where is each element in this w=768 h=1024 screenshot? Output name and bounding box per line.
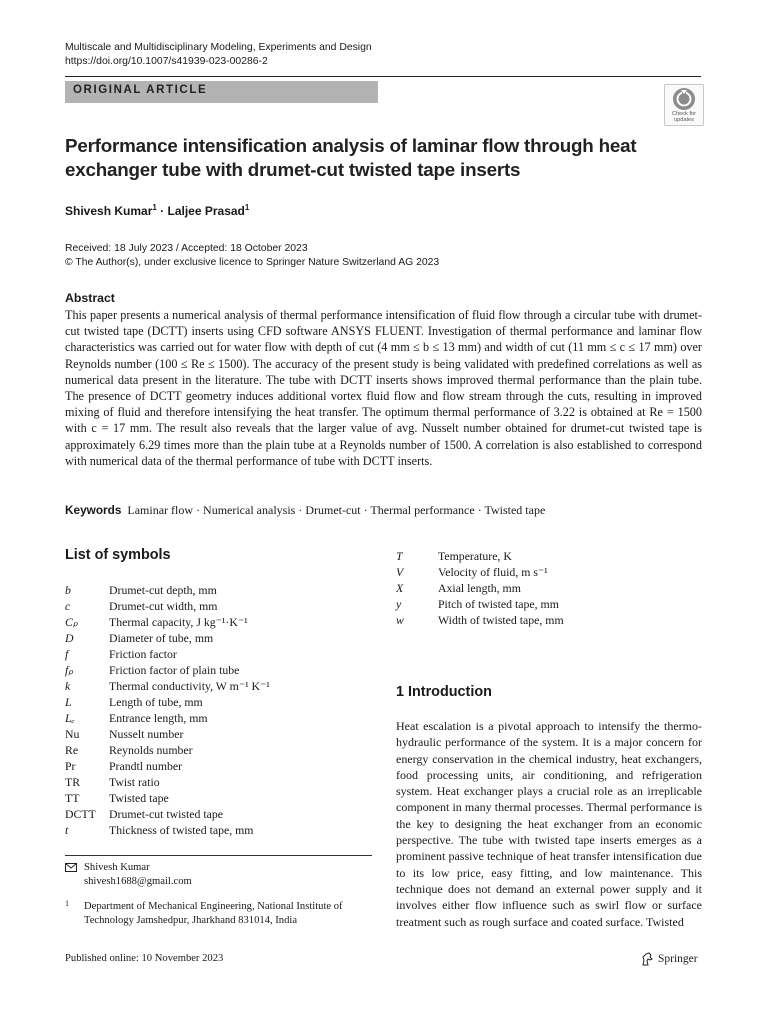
- symbol-term: X: [396, 581, 404, 595]
- symbol-term: T: [396, 549, 403, 563]
- symbol-row: [65, 774, 160, 790]
- symbol-row: [65, 806, 223, 822]
- symbol-row: [65, 646, 177, 662]
- symbol-term: k: [65, 679, 71, 693]
- check-label-line2: updates: [674, 117, 694, 123]
- symbol-term: t: [65, 823, 69, 837]
- symbol-desc: Axial length, mm: [438, 581, 521, 595]
- symbol-desc: Thermal conductivity, W m⁻¹ K⁻¹: [109, 679, 270, 693]
- symbol-row: [65, 598, 217, 614]
- symbol-desc: Velocity of fluid, m s⁻¹: [438, 565, 548, 579]
- symbol-row: [65, 678, 270, 694]
- check-label-line1: Check for: [672, 111, 696, 117]
- affiliation-number: 1: [65, 899, 69, 908]
- envelope-icon: [65, 863, 77, 872]
- keywords-line: [65, 502, 545, 518]
- symbol-term: y: [396, 597, 402, 611]
- symbol-term: f: [65, 647, 69, 661]
- symbol-desc: Width of twisted tape, mm: [438, 613, 564, 627]
- symbol-term: Pr: [65, 759, 76, 773]
- symbols-heading: List of symbols: [65, 547, 171, 563]
- affiliation-text: Department of Mechanical Engineering, National Institute of Technology Jamshedpur, Jharkhand 831014, India: [84, 901, 343, 927]
- check-for-updates-badge[interactable]: [664, 84, 704, 126]
- symbol-term: Nu: [65, 727, 80, 741]
- symbol-row: [65, 710, 208, 726]
- symbol-row: [65, 614, 248, 630]
- symbol-desc: Prandtl number: [109, 759, 183, 773]
- springer-horse-icon: [640, 952, 654, 966]
- symbol-desc: Thermal capacity, J kg⁻¹·K⁻¹: [109, 615, 248, 629]
- check-for-updates-icon: [672, 87, 696, 111]
- symbol-row: [396, 564, 548, 580]
- header-rule: [65, 76, 701, 77]
- keywords-list: Laminar flow · Numerical analysis · Drumet-cut · Thermal performance · Twisted tape: [127, 503, 546, 517]
- paper-title: Performance intensification analysis of laminar flow through heat exchanger tube with drumet-cut twisted tape inserts: [65, 135, 637, 180]
- symbol-desc: Friction factor: [109, 647, 177, 661]
- corresponding-author-name: Shivesh Kumar: [84, 862, 150, 873]
- received-accepted-dates: Received: 18 July 2023 / Accepted: 18 October 2023: [65, 243, 308, 254]
- symbol-term: w: [396, 613, 404, 627]
- symbol-term: b: [65, 583, 71, 597]
- symbol-term: V: [396, 565, 404, 579]
- symbol-row: [65, 582, 217, 598]
- symbol-term: Cₚ: [65, 615, 78, 629]
- symbol-row: [65, 662, 239, 678]
- symbol-row: [396, 580, 521, 596]
- introduction-body: Heat escalation is a pivotal approach to intensify the thermo-hydraulic performance of the system. It is a major concern for energy conservation in the chemical industry, heat exchangers, food processing units, air conditioning, and refrigeration system. Heat exchanger plays a crucial role as an irreplicable component in many thermal processes. Thermal performance is the key to designing the heat exchanger from an economic perspective. The tube with twisted tape inserts emerges as a prominent passive technique of heat transfer intensification due to its low price, easy fitting, and low maintenance. This technique does not demand an external power supply and it involves either flow influence such as swirl flow or surface treatment such as rough surface and coated surface. Twisted: [396, 719, 702, 929]
- corresponding-author-email[interactable]: shivesh1688@gmail.com: [84, 876, 192, 887]
- symbol-term: TT: [65, 791, 80, 805]
- author-list: [65, 203, 249, 218]
- abstract-heading: Abstract: [65, 291, 115, 305]
- symbol-row: [65, 630, 213, 646]
- symbol-term: fₚ: [65, 663, 74, 677]
- symbol-row: [65, 694, 203, 710]
- symbol-term: c: [65, 599, 71, 613]
- keywords-label: Keywords: [65, 503, 122, 517]
- author-affil-mark: 1: [244, 203, 250, 212]
- symbol-row: [396, 612, 564, 628]
- symbol-desc: Drumet-cut twisted tape: [109, 807, 224, 821]
- symbol-desc: Reynolds number: [109, 743, 193, 757]
- symbol-desc: Diameter of tube, mm: [109, 631, 214, 645]
- symbol-desc: Pitch of twisted tape, mm: [438, 597, 559, 611]
- symbol-desc: Temperature, K: [438, 549, 512, 563]
- doi-link[interactable]: https://doi.org/10.1007/s41939-023-00286-2: [65, 56, 268, 67]
- symbol-desc: Length of tube, mm: [109, 695, 203, 709]
- symbol-term: TR: [65, 775, 81, 789]
- article-type-banner: [65, 81, 378, 103]
- symbol-desc: Entrance length, mm: [109, 711, 208, 725]
- article-type-label: ORIGINAL ARTICLE: [73, 84, 208, 96]
- introduction-heading: 1 Introduction: [396, 684, 492, 700]
- symbol-desc: Twisted tape: [109, 791, 169, 805]
- author-separator: ·: [156, 204, 168, 218]
- footnote-rule: [65, 855, 372, 856]
- author-name[interactable]: Laljee Prasad: [167, 204, 245, 218]
- publisher-name: Springer: [658, 953, 698, 965]
- author-name[interactable]: Shivesh Kumar: [65, 204, 153, 218]
- symbol-term: Lₑ: [65, 711, 75, 725]
- abstract-body: This paper presents a numerical analysis of thermal performance intensification of fluid flow through a circular tube with drumet-cut twisted tape (DCTT) inserts using CFD software ANSYS FLUENT. Investigation of thermal performance and laminar flow characteristics was carried out for water flow with depth of cut (4 mm ≤ b ≤ 13 mm) and width of cut (11 mm ≤ c ≤ 17 mm) over Reynolds number (100 ≤ Re ≤ 1500). The accuracy of the present study is being validated with predefined correlations as well as numerical data present in the literature. The tube with DCTT inserts shows improved thermal performance than the plain tube. The presence of DCTT geometry induces additional vortex fluid flow and flow stream through the cuts, resulting in improved mixing of fluid and therefore intensifying the heat transfer. The optimum thermal performance of 3.22 is obtained at Re = 1500 with c = 17 mm. The result also reveals that the larger value of avg. Nusselt number obtained for drumet-cut twisted tape is approximately 6.29 times more than the plain tube at a Reynolds number of 1500. A correlation is also established to correspond with numerical data of the thermal performance of tube with DCTT inserts.: [65, 308, 702, 468]
- publication-dates: [65, 242, 439, 270]
- symbol-term: D: [65, 631, 74, 645]
- symbol-desc: Drumet-cut depth, mm: [109, 583, 217, 597]
- author-affil-mark: 1: [152, 203, 157, 212]
- symbol-term: L: [65, 695, 72, 709]
- symbol-row: [65, 758, 182, 774]
- symbol-term: Re: [65, 743, 79, 757]
- symbol-row: [65, 790, 169, 806]
- symbol-desc: Twist ratio: [109, 775, 160, 789]
- symbol-desc: Thickness of twisted tape, mm: [109, 823, 254, 837]
- copyright-notice: © The Author(s), under exclusive licence to Springer Nature Switzerland AG 2023: [65, 257, 440, 268]
- symbol-row: [65, 742, 193, 758]
- symbol-desc: Drumet-cut width, mm: [109, 599, 218, 613]
- journal-name: Multiscale and Multidisciplinary Modeling, Experiments and Design: [65, 42, 372, 53]
- springer-logo: [640, 952, 702, 968]
- symbol-row: [396, 548, 512, 564]
- symbol-desc: Friction factor of plain tube: [109, 663, 240, 677]
- symbol-term: DCTT: [65, 807, 96, 821]
- symbol-row: [396, 596, 559, 612]
- symbol-row: [65, 822, 253, 838]
- symbol-row: [65, 726, 183, 742]
- published-online-date: Published online: 10 November 2023: [65, 953, 224, 964]
- symbol-desc: Nusselt number: [109, 727, 184, 741]
- check-for-updates-label: [665, 111, 703, 123]
